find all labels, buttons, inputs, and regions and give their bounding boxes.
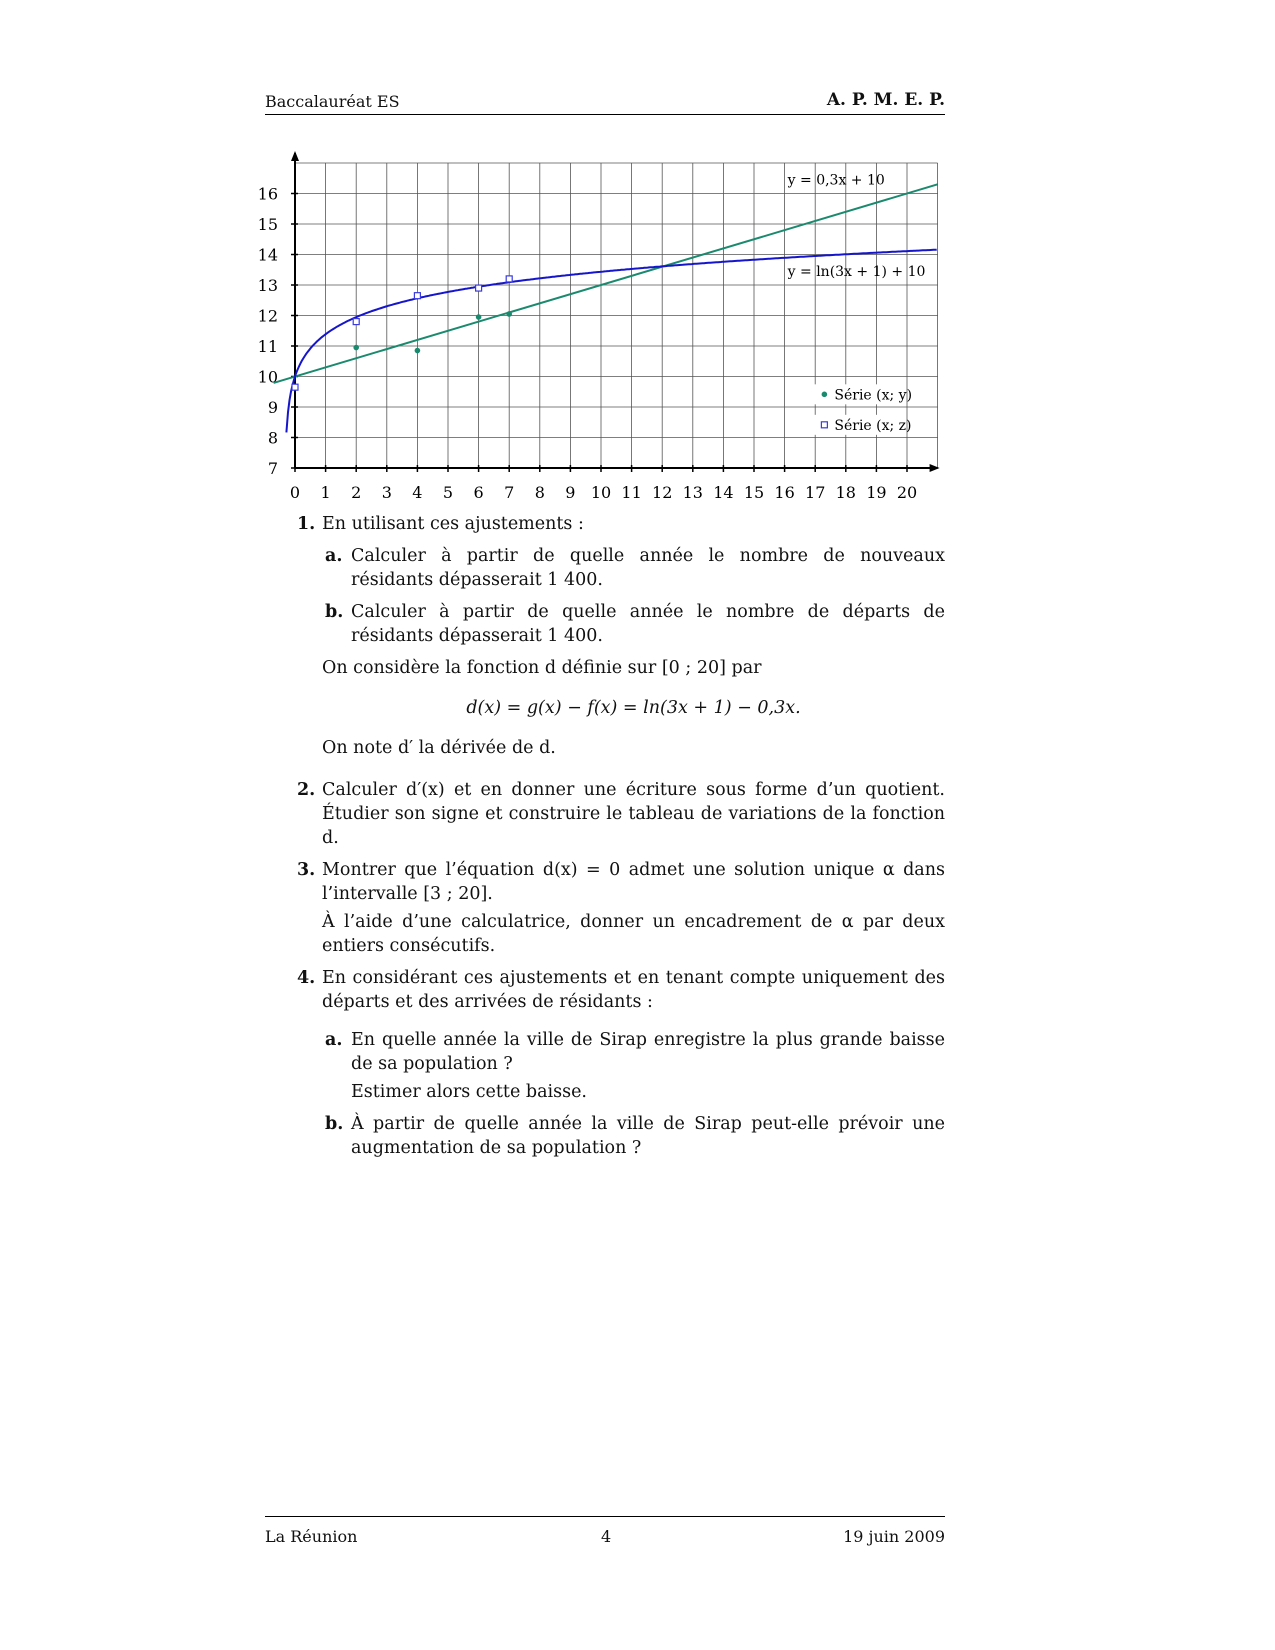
note-text: On note d′ la dérivée de d.: [322, 738, 556, 758]
footer-right: 19 juin 2009: [843, 1527, 945, 1546]
formula: d(x) = g(x) − f(x) = ln(3x + 1) − 0,3x.: [466, 698, 801, 718]
data-point-xy: [506, 311, 512, 317]
x-tick-label: 4: [412, 483, 423, 502]
sub-label: a.: [325, 1030, 343, 1050]
sub-text: Calculer à partir de quelle année le nombre de nouveaux résidants dépasserait 1 400.: [351, 546, 945, 590]
sub-label: b.: [325, 1114, 344, 1134]
y-tick-label: 15: [257, 215, 278, 234]
chart: [240, 150, 960, 510]
x-tick-label: 12: [652, 483, 673, 502]
page-header: [265, 90, 945, 115]
question-number: 1.: [297, 514, 316, 534]
y-tick-label: 16: [257, 184, 278, 204]
sub-text: À partir de quelle année la ville de Sirap peut-elle prévoir une augmentation de sa population ?: [351, 1114, 945, 1158]
data-point-xz: [353, 319, 359, 325]
x-tick-label: 7: [504, 483, 515, 502]
legend-marker-dot: [822, 392, 828, 398]
sub-label: b.: [325, 602, 344, 622]
data-point-xz: [292, 384, 298, 390]
y-axis-arrow: [291, 151, 299, 161]
intro-text: On considère la fonction d définie sur [0 ; 20] par: [322, 658, 762, 678]
x-tick-label: 19: [866, 483, 887, 502]
question-4: [265, 966, 945, 1014]
exercise-content: [265, 512, 945, 1168]
sub-label: a.: [325, 546, 343, 566]
question-4a: [265, 1028, 945, 1104]
x-tick-label: 5: [442, 483, 454, 502]
legend-entry: Série (x; z): [834, 417, 912, 434]
x-tick-label: 15: [743, 483, 765, 502]
x-tick-label: 8: [534, 483, 545, 502]
x-tick-label: 17: [805, 483, 826, 502]
y-tick-label: 11: [257, 337, 278, 356]
question-text: En considérant ces ajustements et en tenant compte uniquement des départs et des arrivées de résidants :: [322, 968, 945, 1012]
legend-marker-square: [821, 422, 827, 428]
x-tick-label: 14: [713, 483, 734, 502]
question-text: Montrer que l’équation d(x) = 0 admet une solution unique α dans l’intervalle [3 ; 20].: [322, 860, 945, 904]
footer-page-number: 4: [601, 1527, 612, 1546]
question-number: 3.: [297, 860, 316, 880]
x-tick-label: 2: [351, 483, 362, 502]
y-tick-label: 9: [267, 398, 278, 417]
data-point-xz: [506, 276, 512, 282]
line-label: y = 0,3x + 10: [787, 172, 885, 189]
data-point-xy: [415, 348, 421, 354]
question-1a: [265, 544, 945, 592]
question-text: Calculer d′(x) et en donner une écriture sous forme d’un quotient. Étudier son signe et construire le tableau de variations de la fonction d.: [322, 780, 945, 848]
footer-left: La Réunion: [265, 1527, 358, 1546]
x-tick-label: 20: [896, 483, 918, 502]
y-tick-label: 12: [257, 306, 278, 326]
header-left: Baccalauréat ES: [265, 92, 400, 111]
x-tick-label: 9: [565, 483, 576, 502]
curve-label: y = ln(3x + 1) + 10: [787, 263, 926, 280]
question-3: [265, 858, 945, 958]
header-right: A. P. M. E. P.: [826, 90, 945, 110]
x-tick-label: 11: [621, 483, 642, 502]
page-footer: [265, 1516, 945, 1547]
question-4b: [265, 1112, 945, 1160]
x-tick-label: 3: [381, 483, 392, 502]
x-tick-label: 13: [682, 483, 703, 502]
data-point-xy: [353, 345, 359, 351]
x-axis-arrow: [930, 464, 940, 472]
x-tick-label: 16: [774, 483, 795, 502]
question-text: En utilisant ces ajustements :: [322, 514, 584, 534]
question-1: [265, 512, 945, 536]
x-tick-label: 10: [590, 483, 612, 502]
y-tick-label: 14: [257, 245, 278, 265]
question-text-2: À l’aide d’une calculatrice, donner un encadrement de α par deux entiers consécutifs.: [322, 912, 945, 956]
x-tick-label: 18: [835, 483, 856, 502]
y-tick-label: 13: [257, 276, 278, 295]
regression-line: [274, 184, 938, 383]
sub-text: En quelle année la ville de Sirap enregistre la plus grande baisse de sa population ?: [351, 1030, 945, 1074]
sub-text-2: Estimer alors cette baisse.: [351, 1082, 587, 1102]
question-1b: [265, 600, 945, 648]
data-point-xz: [414, 293, 420, 299]
question-number: 4.: [297, 968, 316, 988]
x-tick-label: 0: [289, 483, 301, 502]
question-number: 2.: [297, 780, 316, 800]
data-point-xy: [476, 314, 482, 320]
y-tick-label: 10: [257, 367, 278, 387]
x-tick-label: 6: [473, 483, 484, 502]
y-tick-label: 7: [267, 459, 278, 478]
question-2: [265, 778, 945, 850]
legend-entry: Série (x; y): [834, 387, 913, 404]
data-point-xz: [476, 285, 482, 291]
y-tick-label: 8: [267, 428, 278, 448]
sub-text: Calculer à partir de quelle année le nombre de départs de résidants dépasserait 1 400.: [351, 602, 945, 646]
x-tick-label: 1: [320, 483, 331, 502]
